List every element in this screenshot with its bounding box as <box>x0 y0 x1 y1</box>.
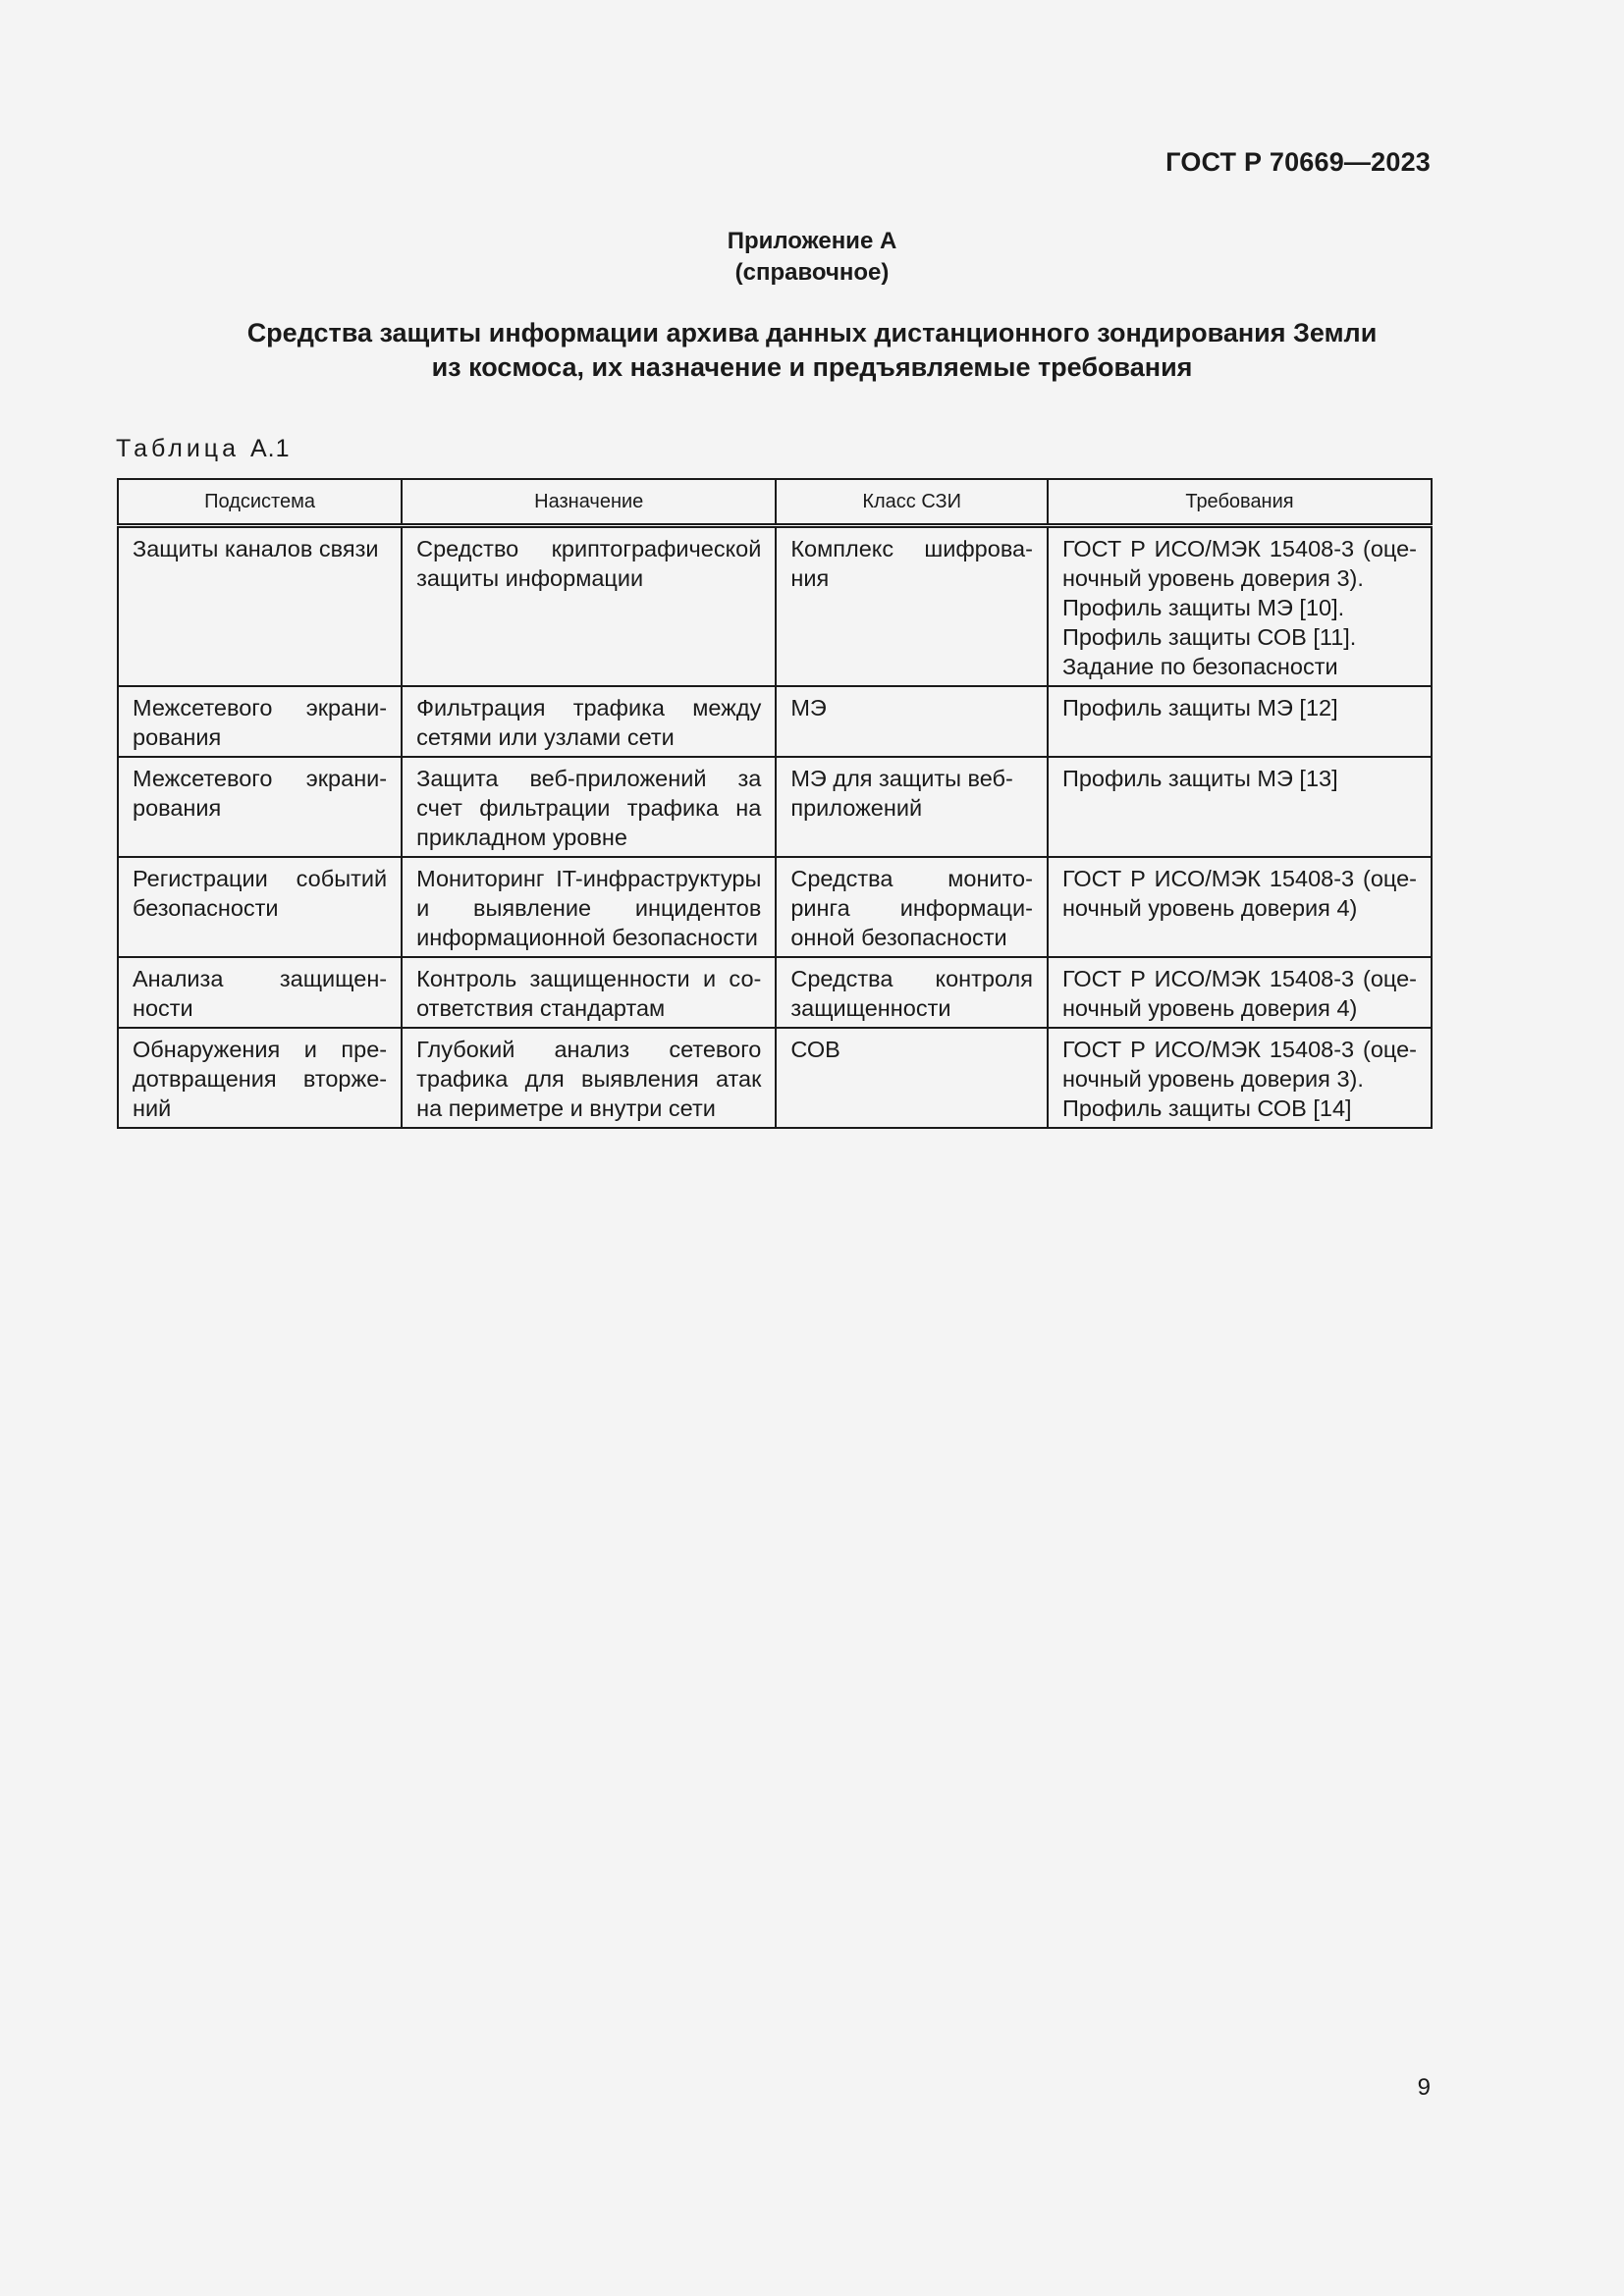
table-row <box>118 686 1432 757</box>
cell-requirements <box>1048 957 1432 1028</box>
cell-subsystem: Межсетевого экранирования <box>118 686 402 757</box>
requirement-line: Профиль защиты МЭ [10]. <box>1061 595 1345 620</box>
requirement-line: ГОСТ Р ИСО/МЭК 15408-3 (оценочный уровень доверия 4) <box>1061 966 1417 1021</box>
cell-class: Средства контроля защищенности <box>776 957 1048 1028</box>
table-caption-word: Таблица <box>116 435 241 462</box>
table-row <box>118 1028 1432 1128</box>
requirement-line: ГОСТ Р ИСО/МЭК 15408-3 (оценочный уровень доверия 4) <box>1061 866 1417 921</box>
appendix-subtitle: (справочное) <box>734 259 890 286</box>
requirement-line: Профиль защиты МЭ [12] <box>1061 695 1338 721</box>
page-number: 9 <box>1417 2074 1431 2101</box>
document-title <box>118 316 1506 385</box>
document-code: ГОСТ Р 70669—2023 <box>1165 147 1431 177</box>
column-header-requirements: Требования <box>1048 479 1432 526</box>
cell-requirements <box>1048 686 1432 757</box>
cell-purpose: Средство криптографической защиты информации <box>402 526 776 687</box>
cell-purpose: Глубокий анализ сетевого трафика для выявления атак на периметре и внутри сети <box>402 1028 776 1128</box>
cell-requirements <box>1048 857 1432 957</box>
cell-purpose: Защита веб-приложений за счет фильтрации трафика на прикладном уровне <box>402 757 776 857</box>
requirement-line: ГОСТ Р ИСО/МЭК 15408-3 (оценочный уровень доверия 3). <box>1061 1037 1417 1092</box>
cell-class: Средства мониторинга информационной безопасности <box>776 857 1048 957</box>
requirement-line: Профиль защиты СОВ [14] <box>1061 1095 1352 1121</box>
security-tools-table <box>117 478 1433 1129</box>
cell-class: МЭ <box>776 686 1048 757</box>
appendix-heading <box>0 226 1624 289</box>
table-caption-number: А.1 <box>249 435 291 462</box>
document-title-line-1: Средства защиты информации архива данных дистанционного зондирования Земли <box>246 318 1378 347</box>
table-row <box>118 757 1432 857</box>
cell-subsystem: Межсетевого экранирования <box>118 757 402 857</box>
column-header-subsystem: Подсистема <box>118 479 402 526</box>
cell-subsystem: Защиты каналов связи <box>118 526 402 687</box>
requirement-line: Задание по безопасности <box>1061 654 1338 679</box>
table-row <box>118 957 1432 1028</box>
cell-subsystem: Регистрации событий безопасности <box>118 857 402 957</box>
cell-subsystem: Обнаружения и предотвращения вторжений <box>118 1028 402 1128</box>
table-header-row <box>118 479 1432 526</box>
requirement-line: Профиль защиты МЭ [13] <box>1061 766 1338 791</box>
cell-requirements <box>1048 757 1432 857</box>
cell-subsystem: Анализа защищенности <box>118 957 402 1028</box>
table-caption <box>116 435 291 463</box>
cell-class: СОВ <box>776 1028 1048 1128</box>
cell-purpose: Мониторинг IT-инфраструктуры и выявление инцидентов информационной безопасности <box>402 857 776 957</box>
table-row <box>118 526 1432 687</box>
document-title-line-2: из космоса, их назначение и предъявляемые требования <box>431 352 1193 382</box>
cell-purpose: Контроль защищенности и соответствия стандартам <box>402 957 776 1028</box>
cell-class: Комплекс шифрования <box>776 526 1048 687</box>
cell-requirements <box>1048 526 1432 687</box>
requirement-line: Профиль защиты СОВ [11]. <box>1061 624 1357 650</box>
cell-class: МЭ для защиты веб-приложений <box>776 757 1048 857</box>
cell-requirements <box>1048 1028 1432 1128</box>
appendix-title: Приложение А <box>727 228 897 254</box>
table-row <box>118 857 1432 957</box>
column-header-class: Класс СЗИ <box>776 479 1048 526</box>
column-header-purpose: Назначение <box>402 479 776 526</box>
requirement-line: ГОСТ Р ИСО/МЭК 15408-3 (оценочный уровень доверия 3). <box>1061 536 1417 591</box>
cell-purpose: Фильтрация трафика между сетями или узлами сети <box>402 686 776 757</box>
